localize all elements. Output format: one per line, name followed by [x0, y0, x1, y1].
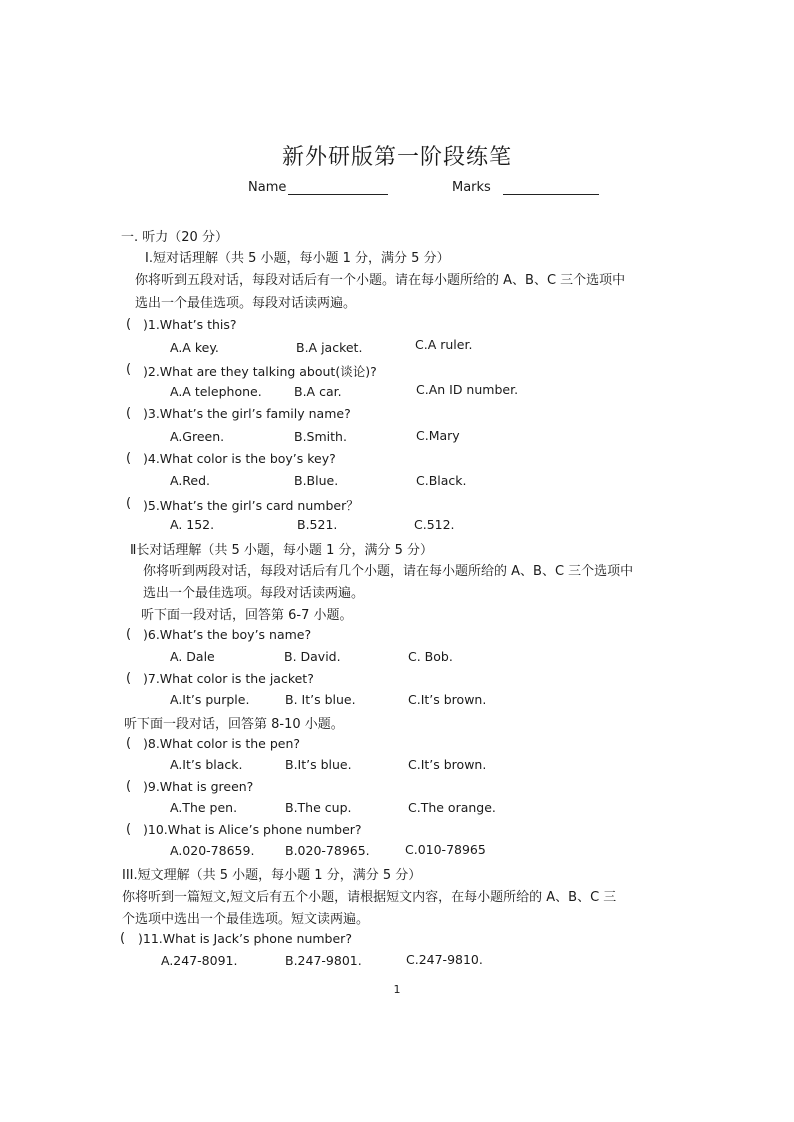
option-c: C. Bob. — [408, 649, 453, 664]
question-text: )1.What’s this? — [143, 317, 237, 332]
option-a: A.Red. — [170, 473, 211, 488]
part3-instruction-line1: 你将听到一篇短文,短文后有五个小题，请根据短文内容，在每小题所给的 A、B、C 三 — [122, 890, 617, 905]
option-a: A.Green. — [170, 429, 225, 444]
option-a: A.The pen. — [170, 800, 238, 815]
question-text: )7.What color is the jacket? — [143, 671, 314, 686]
part3-heading: III.短文理解（共 5 小题，每小题 1 分，满分 5 分） — [122, 868, 422, 883]
page-title: 新外研版第一阶段练笔 — [281, 145, 512, 170]
option-b: B.521. — [297, 517, 338, 532]
question-text: )3.What’s the girl’s family name? — [143, 406, 351, 421]
part2-subinstruction-1: 听下面一段对话，回答第 6-7 小题。 — [141, 608, 353, 623]
answer-paren: ( — [126, 822, 132, 837]
option-b: B.Blue. — [294, 473, 339, 488]
part2-instruction-line1: 你将听到两段对话，每段对话后有几个小题，请在每小题所给的 A、B、C 三个选项中 — [143, 564, 634, 579]
option-a: A.020-78659. — [170, 843, 255, 858]
part2-subinstruction-2: 听下面一段对话，回答第 8-10 小题。 — [124, 717, 344, 732]
option-a: A.It’s purple. — [170, 692, 250, 707]
option-a: A.247-8091. — [161, 953, 238, 968]
option-c: C.It’s brown. — [408, 757, 487, 772]
answer-paren: ( — [126, 779, 132, 794]
option-b: B. It’s blue. — [285, 692, 356, 707]
option-b: B.The cup. — [285, 800, 352, 815]
option-c: C.A ruler. — [415, 337, 473, 352]
answer-paren: ( — [126, 317, 132, 332]
part2-heading: Ⅱ长对话理解（共 5 小题，每小题 1 分，满分 5 分） — [130, 543, 434, 558]
option-b: B.A jacket. — [296, 340, 363, 355]
part1-heading: Ⅰ.短对话理解（共 5 小题，每小题 1 分，满分 5 分） — [145, 251, 450, 266]
option-a: A.A key. — [170, 340, 219, 355]
option-c: C.Black. — [416, 473, 467, 488]
marks-label: Marks — [452, 180, 491, 195]
option-c: C.247-9810. — [406, 952, 483, 967]
answer-paren: ( — [126, 627, 132, 642]
name-blank-line — [288, 194, 388, 195]
option-c: C.An ID number. — [416, 382, 519, 397]
option-b: B.Smith. — [294, 429, 347, 444]
question-text: )5.What’s the girl’s card number？ — [143, 498, 359, 513]
option-c: C.It’s brown. — [408, 692, 487, 707]
name-label: Name — [248, 180, 287, 195]
option-a: A. 152. — [170, 517, 215, 532]
option-b: B.A car. — [294, 384, 342, 399]
question-text: )6.What’s the boy’s name? — [143, 627, 312, 642]
part3-instruction-line2: 个选项中选出一个最佳选项。短文读两遍。 — [122, 912, 370, 927]
question-text: )11.What is Jack’s phone number? — [138, 931, 352, 946]
question-text: )4.What color is the boy’s key? — [143, 451, 336, 466]
option-c: C.512. — [414, 517, 455, 532]
question-text: )8.What color is the pen? — [143, 736, 301, 751]
question-text: )9.What is green? — [143, 779, 254, 794]
answer-paren: ( — [126, 451, 132, 466]
part1-instruction-line2: 选出一个最佳选项。每段对话读两遍。 — [135, 296, 357, 311]
option-c: C.Mary — [416, 428, 460, 443]
answer-paren: ( — [126, 736, 132, 751]
option-b: B. David. — [284, 649, 341, 664]
answer-paren: ( — [126, 496, 132, 511]
option-a: A.It’s black. — [170, 757, 243, 772]
option-a: A. Dale — [170, 649, 215, 664]
part2-instruction-line2: 选出一个最佳选项。每段对话读两遍。 — [143, 586, 365, 601]
option-b: B.It’s blue. — [285, 757, 352, 772]
page-number: 1 — [393, 983, 401, 996]
answer-paren: ( — [120, 931, 126, 946]
option-c: C.The orange. — [408, 800, 496, 815]
option-a: A.A telephone. — [170, 384, 262, 399]
question-text: )2.What are they talking about(谈论)? — [143, 364, 377, 379]
option-b: B.020-78965. — [285, 843, 370, 858]
answer-paren: ( — [126, 362, 132, 377]
answer-paren: ( — [126, 406, 132, 421]
marks-blank-line — [503, 194, 599, 195]
option-c: C.010-78965 — [405, 842, 486, 857]
answer-paren: ( — [126, 671, 132, 686]
option-b: B.247-9801. — [285, 953, 362, 968]
section-heading: 一. 听力（20 分） — [121, 230, 228, 245]
part1-instruction-line1: 你将听到五段对话，每段对话后有一个小题。请在每小题所给的 A、B、C 三个选项中 — [135, 273, 626, 288]
question-text: )10.What is Alice’s phone number? — [143, 822, 362, 837]
